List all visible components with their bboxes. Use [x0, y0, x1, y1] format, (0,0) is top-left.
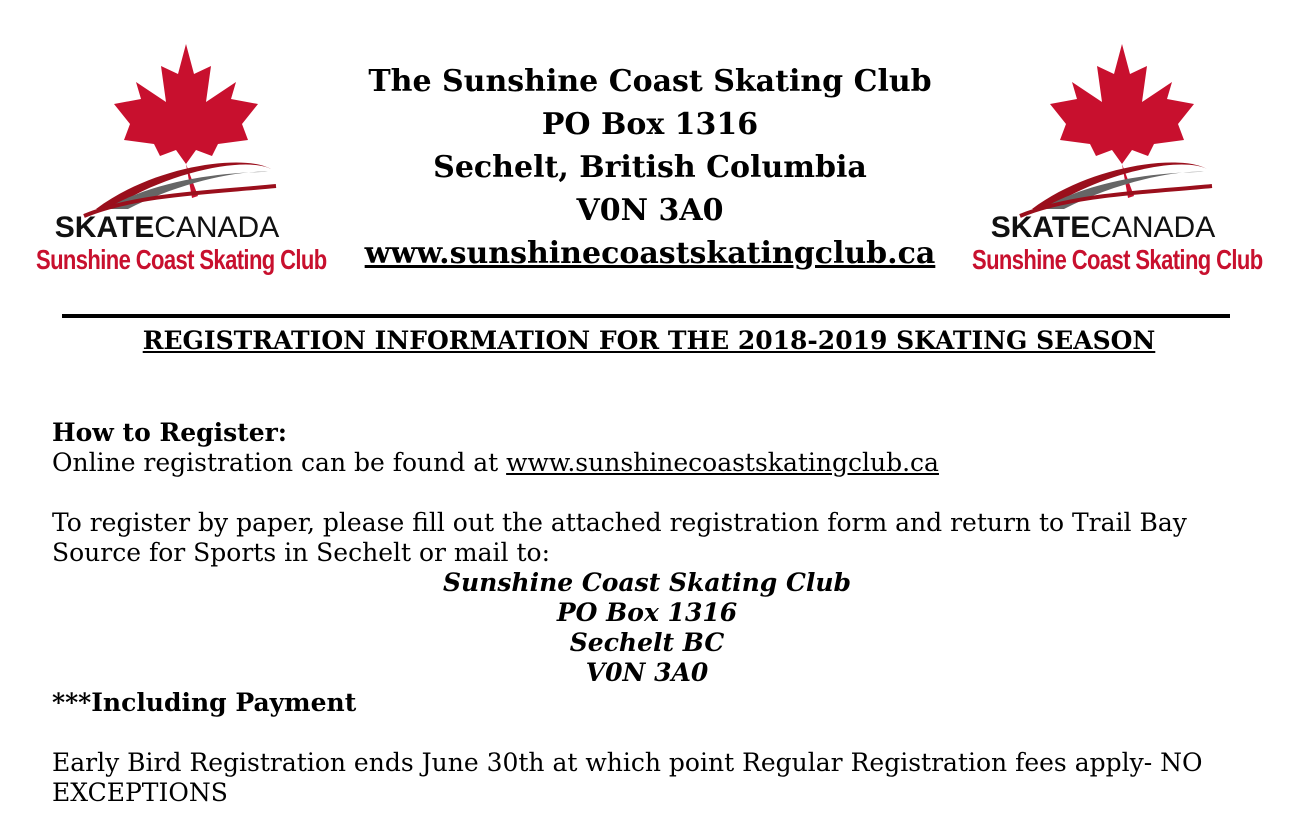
address-line: PO Box 1316 — [556, 598, 738, 627]
maple-leaf-skater-icon — [972, 44, 1234, 224]
paper-registration-text: To register by paper, please fill out the attached registration form and return to Trail Bay Source for Sports in Sechelt or mail to: — [52, 508, 1187, 567]
header-po-box: PO Box 1316 — [541, 107, 759, 142]
early-bird-text: Early Bird Registration ends June 30th at which point Regular Registration fees apply- NO EXCEPTIONS — [52, 748, 1203, 807]
address-line: V0N 3A0 — [585, 658, 709, 687]
document-title: REGISTRATION INFORMATION FOR THE 2018-2019 SKATING SEASON — [142, 326, 1156, 355]
address-line: Sunshine Coast Skating Club — [442, 568, 852, 597]
skate-canada-logo-left — [36, 44, 327, 280]
logo-club-name: Sunshine Coast Skating Club — [36, 244, 327, 276]
online-registration-link[interactable]: www.sunshinecoastskatingclub.ca — [506, 448, 939, 477]
header-city: Sechelt, British Columbia — [433, 150, 867, 185]
logo-brand-text: SKATECANADA — [54, 211, 280, 244]
mailing-address — [52, 568, 1242, 688]
maple-leaf-skater-icon — [36, 44, 298, 224]
payment-note: ***Including Payment — [52, 688, 357, 717]
header-club-name: The Sunshine Coast Skating Club — [368, 64, 932, 99]
document-body — [52, 418, 1252, 808]
header-divider — [62, 314, 1230, 318]
address-line: Sechelt BC — [569, 628, 725, 657]
online-registration-line — [52, 448, 1252, 478]
logo-club-name: Sunshine Coast Skating Club — [972, 244, 1263, 276]
how-to-register-heading: How to Register: — [52, 418, 288, 447]
header-website-link[interactable]: www.sunshinecoastskatingclub.ca — [364, 236, 936, 271]
letterhead — [330, 60, 970, 275]
header-postal-code: V0N 3A0 — [576, 193, 724, 228]
logo-brand-text: SKATECANADA — [990, 211, 1216, 244]
skate-canada-logo-right — [972, 44, 1263, 280]
online-registration-text: Online registration can be found at — [52, 448, 507, 477]
